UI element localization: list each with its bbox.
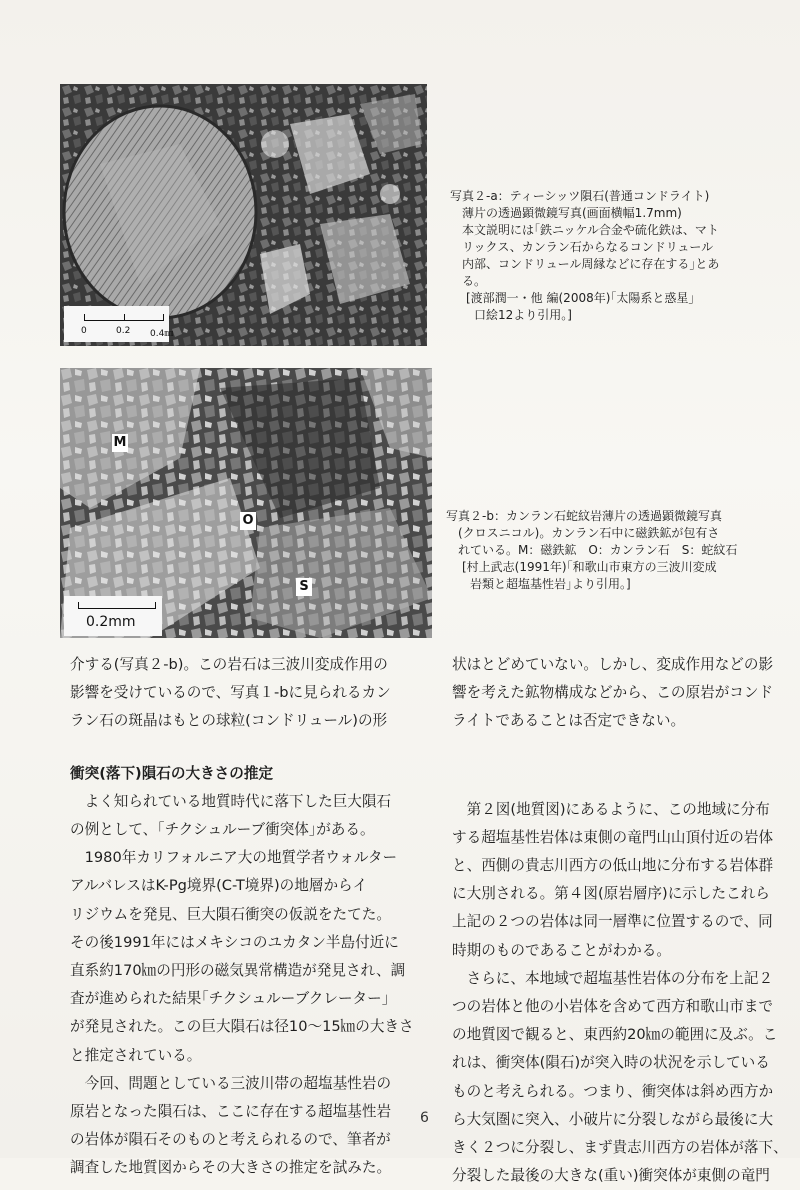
mark-s: S	[296, 578, 312, 596]
caption-2a-line: 薄片の透過顕微鏡写真(画面横幅1.7mm)	[462, 206, 682, 220]
body-line: きく２つに分裂し、まず貴志川西方の岩体が落下、	[452, 1139, 788, 1157]
scale-tick-0: 0	[81, 326, 87, 336]
scale-tick-02: 0.2	[116, 326, 131, 336]
left-column	[70, 651, 414, 1183]
photo-2b	[60, 368, 432, 638]
body-line: 介する(写真２-b)。この岩石は三波川変成作用の	[70, 656, 388, 673]
body-line: 第２図(地質図)にあるように、この地域に分布	[452, 800, 770, 818]
caption-2a-line: リックス、カンラン石からなるコンドリュール	[462, 240, 714, 254]
caption-2a-line: 写真２-a：ティーシッツ隕石(普通コンドライト)	[450, 189, 710, 203]
body-line: の地質図で観ると、東西約20㎞の範囲に及ぶ。こ	[452, 1026, 778, 1044]
scale-tick-04: 0.4㎜	[150, 329, 174, 339]
caption-2b-line: 写真２-b：カンラン石蛇紋岩薄片の透過顕微鏡写真	[446, 509, 722, 523]
body-line: れは、衝突体(隕石)が突入時の状況を示している	[452, 1054, 770, 1072]
caption-2b-line: れている。M：磁鉄鉱 O：カンラン石 S：蛇紋石	[458, 543, 738, 557]
body-line: 直系約170㎞の円形の磁気異常構造が発見され、調	[70, 962, 406, 980]
photo-2b-scale-bar	[64, 596, 162, 636]
photo-2a	[60, 84, 427, 346]
caption-2a-citation: [渡部潤一・他 編(2008年)｢太陽系と惑星｣	[466, 291, 695, 305]
body-line: リジウムを発見、巨大隕石衝突の仮説をたてた。	[70, 905, 391, 923]
body-line: さらに、本地域で超塩基性岩体の分布を上記２	[452, 969, 774, 987]
photo-2b-caption	[446, 508, 737, 593]
body-line: よく知られている地質時代に落下した巨大隕石	[70, 792, 392, 810]
body-line: その後1991年にはメキシコのユカタン半島付近に	[70, 933, 399, 951]
page-number: 6	[420, 1110, 429, 1126]
right-column	[452, 651, 788, 1190]
body-line: 上記の２つの岩体は同一層準に位置するので、同	[452, 913, 773, 931]
scale-label: 0.2mm	[86, 614, 136, 630]
caption-2a-citation: 口絵12より引用。]	[474, 308, 572, 322]
body-line: ライトであることは否定できない。	[452, 712, 686, 730]
body-line: 査が進められた結果｢チクシュルーブクレーター｣	[70, 990, 390, 1008]
body-line: つの岩体と他の小岩体を含めて西方和歌山市まで	[452, 998, 774, 1016]
body-line: 状はとどめていない。しかし、変成作用などの影	[452, 656, 774, 673]
body-line: が発見された。この巨大隕石は径10〜15㎞の大きさ	[70, 1018, 414, 1036]
body-line: ら大気圏に突入、小破片に分裂しながら最後に大	[452, 1110, 774, 1128]
section-heading: 衝突(落下)隕石の大きさの推定	[70, 764, 274, 782]
body-line: アルバレスはK-Pg境界(C-T境界)の地層からイ	[70, 877, 368, 895]
caption-2a-line: 本文説明には｢鉄ニッケル合金や硫化鉄は、マト	[462, 223, 719, 237]
body-line: 原岩となった隕石は、ここに存在する超塩基性岩	[70, 1103, 392, 1121]
photo-2a-caption	[450, 188, 719, 324]
body-line: ラン石の斑晶はもとの球粒(コンドリュール)の形	[70, 712, 388, 730]
caption-2b-citation: 岩類と超塩基性岩｣より引用。]	[470, 577, 631, 591]
body-line: に大別される。第４図(原岩層序)に示したこれら	[452, 885, 770, 903]
body-line: ものと考えられる。つまり、衝突体は斜め西方か	[452, 1082, 774, 1100]
body-line: 分裂した最後の大きな(重い)衝突体が東側の竜門	[452, 1167, 770, 1185]
mark-m: M	[113, 435, 127, 450]
body-line: の岩体が隕石そのものと考えられるので、筆者が	[70, 1131, 391, 1149]
body-line: 影響を受けているので、写真１-bに見られるカン	[70, 684, 391, 702]
body-line: 今回、問題としている三波川帯の超塩基性岩の	[70, 1074, 392, 1092]
caption-2b-citation: [村上武志(1991年)｢和歌山市東方の三波川変成	[462, 560, 717, 574]
body-line: と、西側の貴志川西方の低山地に分布する岩体群	[452, 857, 774, 875]
caption-2a-line: る。	[462, 274, 487, 288]
body-line: 時期のものであることがわかる。	[452, 941, 671, 959]
mark-o: O	[240, 512, 256, 530]
body-line: 響を考えた鉱物構成などから、この原岩がコンド	[452, 684, 774, 702]
body-line: する超塩基性岩体は東側の竜門山山頂付近の岩体	[452, 828, 774, 846]
body-line: 1980年カリフォルニア大の地質学者ウォルター	[70, 849, 398, 867]
caption-2b-line: (クロスニコル)。カンラン石中に磁鉄鉱が包有さ	[458, 526, 720, 540]
caption-2a-line: 内部、コンドリュール周縁などに存在する｣とあ	[462, 257, 720, 271]
body-line: と推定されている。	[70, 1046, 202, 1064]
body-line: の例として、｢チクシュルーブ衝突体｣がある。	[70, 821, 375, 839]
photo-2a-scale-bar	[64, 306, 174, 342]
body-line: 調査した地質図からその大きさの推定を試みた。	[70, 1159, 392, 1177]
